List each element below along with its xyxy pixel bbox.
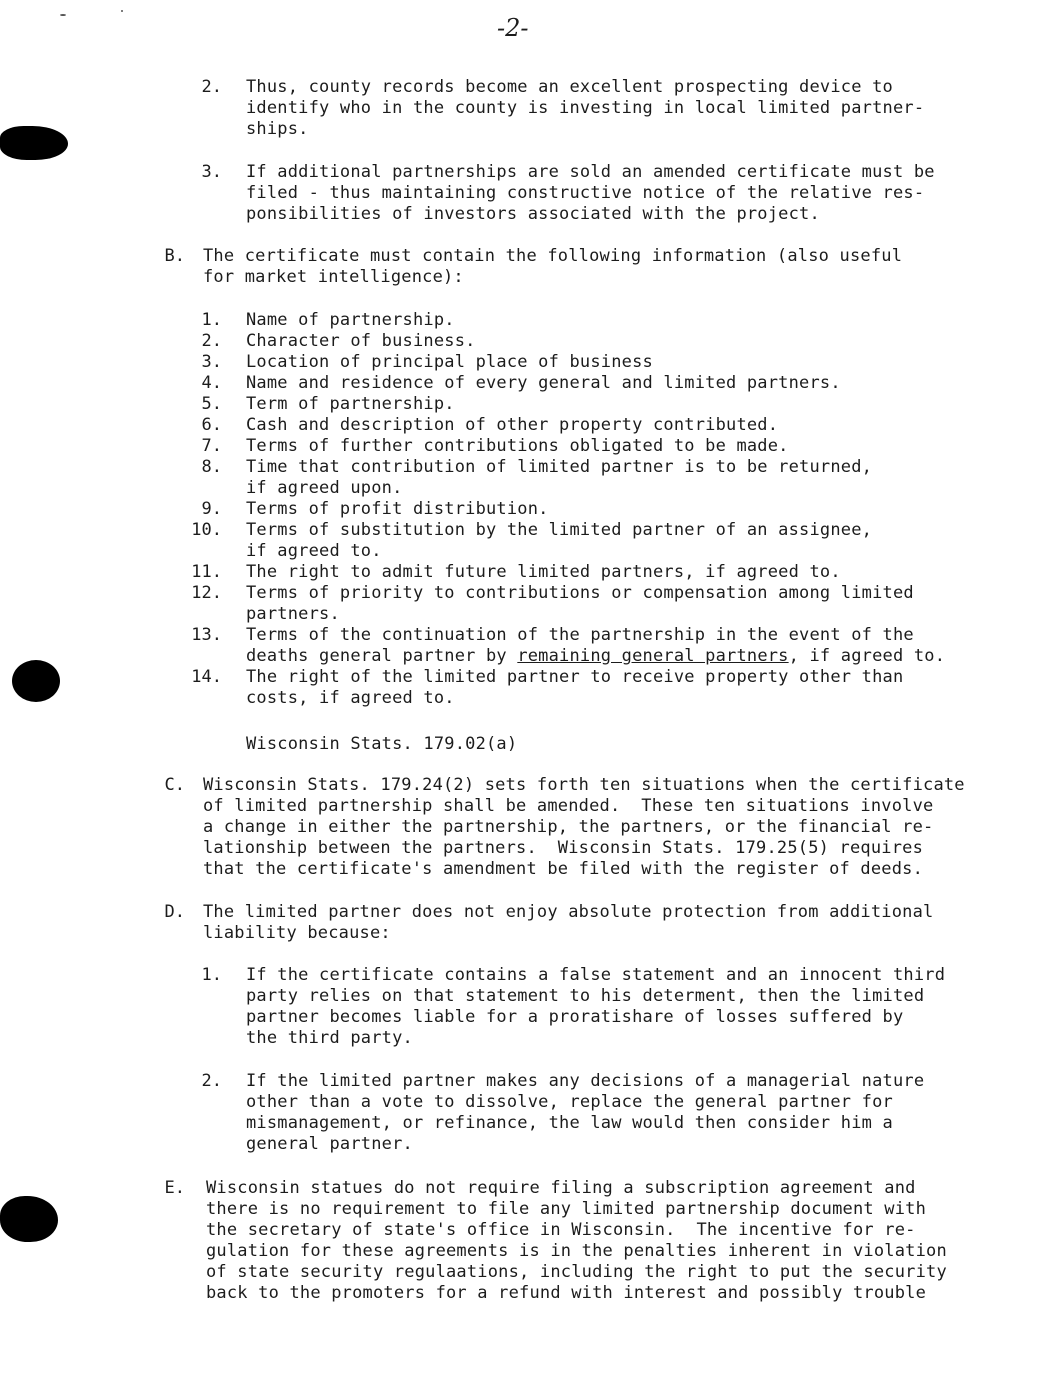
list-marker: 10. bbox=[191, 520, 222, 540]
paragraph-line: identify who in the county is investing in local limited partner- bbox=[246, 98, 925, 118]
list-marker: 2. bbox=[201, 77, 222, 97]
text-segment: , if agreed to. bbox=[788, 646, 946, 666]
list-marker: 2. bbox=[201, 331, 222, 351]
list-marker: 1. bbox=[201, 965, 222, 985]
list-item-line: if agreed upon. bbox=[246, 478, 403, 498]
punch-hole-mark-middle bbox=[12, 660, 60, 702]
list-item-line: partners. bbox=[246, 604, 340, 624]
list-item-line: costs, if agreed to. bbox=[246, 688, 455, 708]
text-segment: deaths general partner by bbox=[246, 646, 518, 666]
section-marker: D. bbox=[164, 902, 185, 922]
section-heading-line: The limited partner does not enjoy absolute protection from additional bbox=[203, 902, 934, 922]
paragraph-line: other than a vote to dissolve, replace the general partner for bbox=[246, 1092, 893, 1112]
paragraph-line: a change in either the partnership, the partners, or the financial re- bbox=[203, 817, 934, 837]
list-item-line: Time that contribution of limited partner is to be returned, bbox=[246, 457, 873, 477]
paragraph-line: the secretary of state's office in Wisconsin. The incentive for re- bbox=[206, 1220, 916, 1240]
list-marker: 4. bbox=[201, 373, 222, 393]
paragraph-line: party relies on that statement to his determent, then the limited bbox=[246, 986, 925, 1006]
list-marker: 8. bbox=[201, 457, 222, 477]
paragraph-line: If the certificate contains a false statement and an innocent third bbox=[246, 965, 946, 985]
paragraph-line: filed - thus maintaining constructive notice of the relative res- bbox=[246, 183, 925, 203]
punch-hole-mark-top bbox=[0, 126, 68, 160]
paragraph-line: there is no requirement to file any limited partnership document with bbox=[206, 1199, 927, 1219]
paragraph-line: If the limited partner makes any decisions of a managerial nature bbox=[246, 1071, 925, 1091]
paragraph-line: back to the promoters for a refund with interest and possibly trouble bbox=[206, 1283, 927, 1303]
punch-hole-mark-bottom bbox=[0, 1196, 58, 1242]
list-item-line: Cash and description of other property contributed. bbox=[246, 415, 779, 435]
list-marker: 7. bbox=[201, 436, 222, 456]
paragraph-line: mismanagement, or refinance, the law would then consider him a bbox=[246, 1113, 893, 1133]
list-marker: 9. bbox=[201, 499, 222, 519]
statute-citation: Wisconsin Stats. 179.02(a) bbox=[246, 734, 518, 754]
paragraph-line: the third party. bbox=[246, 1028, 413, 1048]
list-item-line: The right to admit future limited partners, if agreed to. bbox=[246, 562, 841, 582]
list-item-line: The right of the limited partner to receive property other than bbox=[246, 667, 904, 687]
section-heading-line: The certificate must contain the following information (also useful bbox=[203, 246, 903, 266]
section-marker: B. bbox=[164, 246, 185, 266]
paragraph-line: general partner. bbox=[246, 1134, 413, 1154]
underlined-phrase: remaining general partners bbox=[517, 646, 789, 666]
section-marker: C. bbox=[164, 775, 185, 795]
list-item-line: if agreed to. bbox=[246, 541, 382, 561]
paragraph-line: lationship between the partners. Wisconsin Stats. 179.25(5) requires bbox=[203, 838, 924, 858]
list-item-line: Location of principal place of business bbox=[246, 352, 653, 372]
list-marker: 11. bbox=[191, 562, 222, 582]
scan-speck bbox=[60, 14, 66, 16]
list-marker: 14. bbox=[191, 667, 222, 687]
list-marker: 12. bbox=[191, 583, 222, 603]
list-item-line: Name and residence of every general and limited partners. bbox=[246, 373, 841, 393]
list-item-line: Character of business. bbox=[246, 331, 476, 351]
list-item-line: Terms of substitution by the limited partner of an assignee, bbox=[246, 520, 873, 540]
list-item-line: Term of partnership. bbox=[246, 394, 455, 414]
list-marker: 3. bbox=[201, 352, 222, 372]
list-marker: 6. bbox=[201, 415, 222, 435]
paragraph-line: If additional partnerships are sold an amended certificate must be bbox=[246, 162, 935, 182]
paragraph-line: ponsibilities of investors associated with the project. bbox=[246, 204, 820, 224]
paragraph-line: partner becomes liable for a proratishare of losses suffered by bbox=[246, 1007, 904, 1027]
list-item-line bbox=[246, 646, 945, 667]
paragraph-line: Thus, county records become an excellent prospecting device to bbox=[246, 77, 893, 97]
list-item-line: Terms of the continuation of the partnership in the event of the bbox=[246, 625, 914, 645]
paragraph-line: of state security regulaations, including the right to put the security bbox=[206, 1262, 947, 1282]
paragraph-line: Wisconsin Stats. 179.24(2) sets forth ten situations when the certificate bbox=[203, 775, 965, 795]
list-marker: 5. bbox=[201, 394, 222, 414]
list-marker: 3. bbox=[201, 162, 222, 182]
section-heading-line: liability because: bbox=[203, 923, 391, 943]
section-heading-line: for market intelligence): bbox=[203, 267, 464, 287]
list-item-line: Terms of profit distribution. bbox=[246, 499, 549, 519]
list-marker: 1. bbox=[201, 310, 222, 330]
scan-speck bbox=[121, 10, 123, 12]
list-item-line: Name of partnership. bbox=[246, 310, 455, 330]
section-marker: E. bbox=[164, 1178, 185, 1198]
list-item-line: Terms of priority to contributions or compensation among limited bbox=[246, 583, 914, 603]
paragraph-line: ships. bbox=[246, 119, 309, 139]
list-marker: 2. bbox=[201, 1071, 222, 1091]
list-item-line: Terms of further contributions obligated to be made. bbox=[246, 436, 789, 456]
paragraph-line: that the certificate's amendment be filed with the register of deeds. bbox=[203, 859, 924, 879]
list-marker: 13. bbox=[191, 625, 222, 645]
page-number: -2- bbox=[497, 14, 529, 42]
paragraph-line: of limited partnership shall be amended. These ten situations involve bbox=[203, 796, 934, 816]
paragraph-line: Wisconsin statues do not require filing a subscription agreement and bbox=[206, 1178, 916, 1198]
paragraph-line: gulation for these agreements is in the penalties inherent in violation bbox=[206, 1241, 947, 1261]
